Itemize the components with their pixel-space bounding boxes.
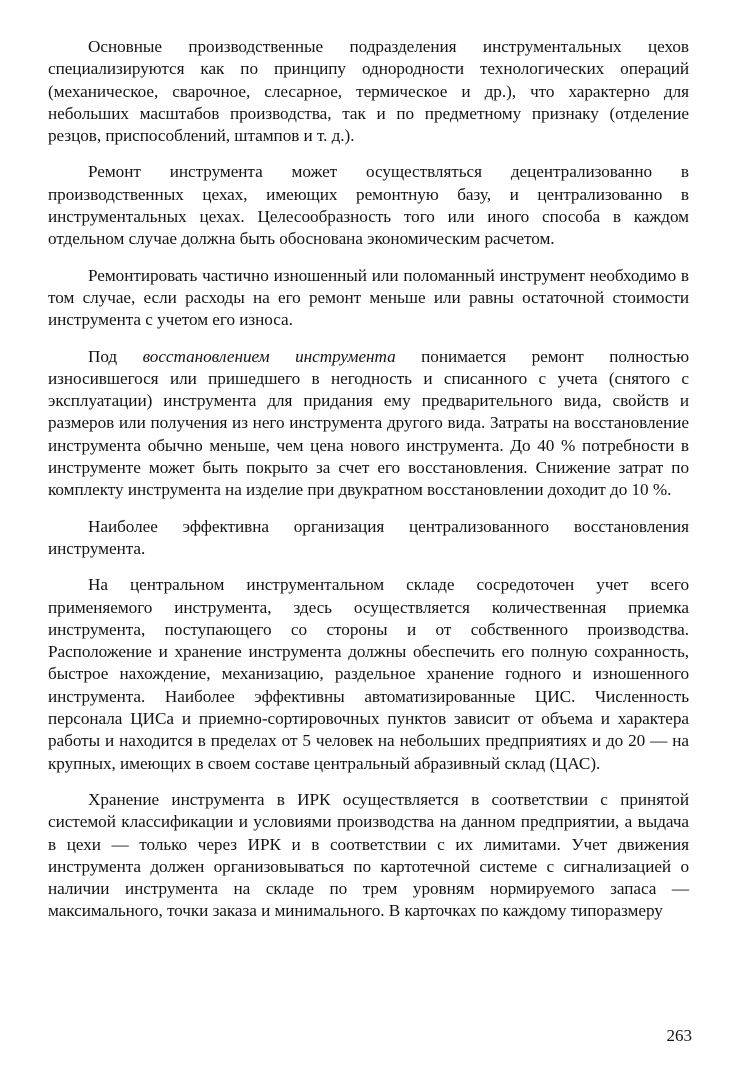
term-restoration: восстановлением инструмента — [142, 346, 396, 366]
paragraph-1: Основные производственные подразделения инструментальных цехов специализируются как по принципу однородности технологических операций (механическое, сварочное, слесарное, термическое и др.), что характерно для небольших масштабов производства, так и по предметному признаку (отделение резцов, приспособлений, штампов и т. д.). — [48, 37, 689, 146]
paragraph-4-lead: Под — [88, 346, 143, 366]
paragraph-3: Ремонтировать частично изношенный или поломанный инструмент необходимо в том случае, если расходы на его ремонт меньше или равны остаточной стоимости инструмента с учетом его износа. — [48, 265, 689, 330]
page-number: 263 — [666, 1026, 692, 1045]
paragraph-7: Хранение инструмента в ИРК осуществляется в соответствии с принятой системой классификации и условиями производства на данном предприятии, а выдача в цехи — только через ИРК и в соответствии с их лимитами. Учет движения инструмента должен организовываться по картотечной системе с сигнализацией о наличии инструмента на складе по трем уровням нормируемого запаса — максимального, точки заказа и минимального. В карточках по каждому типоразмеру — [48, 789, 689, 921]
paragraph-5: Наиболее эффективна организация централизованного восстановления инструмента. — [48, 516, 689, 558]
paragraph-4-rest: понимается ремонт полностью износившегося или пришедшего в негодность и списанного с учета (снятого с эксплуатации) инструмента для придания ему предварительного вида, свойств и размеров или получения из него инструмента другого вида. Затраты на восстановление инструмента обычно меньше, чем цена нового инструмента. До 40 % потребности в инструменте может быть покрыто за счет его восстановления. Снижение затрат по комплекту инструмента на изделие при двукратном восстановлении доходит до 10 %. — [48, 346, 689, 500]
page-body — [48, 36, 689, 937]
paragraph-2: Ремонт инструмента может осуществляться децентрализованно в производственных цехах, имеющих ремонтную базу, и централизованно в инструментальных цехах. Целесообразность того или иного способа в каждом отдельном случае должна быть обоснована экономическим расчетом. — [48, 162, 689, 249]
paragraph-6: На центральном инструментальном складе сосредоточен учет всего применяемого инструмента, здесь осуществляется количественная приемка инструмента, поступающего со стороны и от собственного производства. Расположение и хранение инструмента должны обеспечить его полную сохранность, быстрое нахождение, механизацию, раздельное хранение годного и изношенного инструмента. Наиболее эффективны автоматизированные ЦИС. Численность персонала ЦИСа и приемно-сортировочных пунктов зависит от объема и характера работы и находится в пределах от 5 человек на небольших предприятиях и до 20 — на крупных, имеющих в своем составе центральный абразивный склад (ЦАС). — [48, 575, 689, 773]
paragraph-4 — [48, 346, 689, 502]
